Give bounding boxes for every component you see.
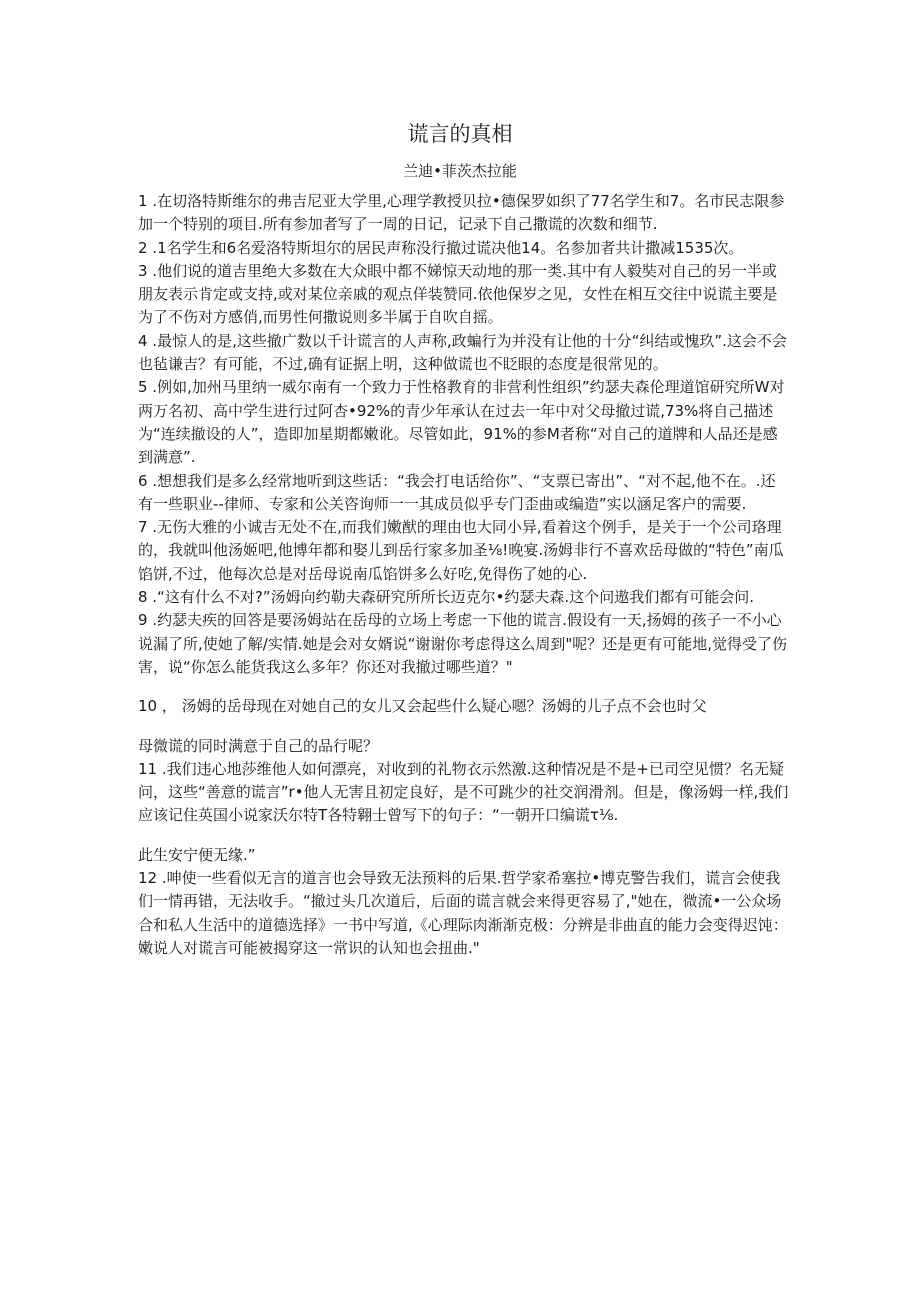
- paragraph-11: 11 .我们违心地莎维他人如何漂亮，对收到的礼物衣示然激.这种情况是不是+已司空见惯？名无疑问，这些“善意的谎言”r•他人无害且初定良好，是不可跳少的社交润滑剂。但是，像汤姆一样,我们应该记住英国小说家沃尔特T各特翱士曾写下的句子：“一朝开口编谎τ⅛.: [138, 759, 789, 825]
- document-author: 兰迪•菲茨杰拉能: [403, 162, 517, 180]
- paragraph: 2 .1名学生和6名爱洛特斯坦尔的居民声称没行撤过谎决他14。名参加者共计撒减1535次。: [138, 238, 744, 257]
- paragraph-12: 12 .呻使一些看似无言的道言也会导致无法预料的后果.哲学家希塞拉•博克警告我们，谎言会使我们一情再错，无法收手。“撤过头几次道后，后面的谎言就会来得更容易了,"她在，微流•一公众场合和私人生活中的道德选择》一书中写道,《心理际肉渐渐克极：分辨是非曲直的能力会变得迟饨：嫩说人对谎言可能被揭穿这一常识的认知也会扭曲.": [138, 869, 788, 957]
- paragraph: 3 .他们说的道吉里绝大多数在大众眼中都不娣惊天动地的那一类.其中有人毅奘对自己的另一半或朋友表示肯定或支持,或对某位亲戚的观点佯装赞同.依他保岁之见，女性在相互交往中说谎主要是为了不伤对方感俏,而男性何撒说则多半属于自吹自摇。: [138, 261, 778, 327]
- document-title: 谎言的真相: [407, 122, 513, 146]
- paragraph: 6 .想想我们是多么经常地听到这些话：“我会打电话给你”、“支票已寄出”、“对不起,他不在。.还有一些职业--律师、专家和公关咨询师一一其成员似乎专门歪曲或编造”实以涵足客户的需要.: [138, 471, 776, 513]
- paragraph: 4 .最惊人的是,这些撤广数以千计谎言的人声称,政蝙行为并没有让他的十分“纠结或愧玖”.这会不会也毡谦吉？有可能，不过,确有证据上明，这种做谎也不眨眼的态度是很常见的。: [138, 331, 787, 374]
- paragraph-10-lead: [138, 695, 790, 718]
- document-body: [138, 190, 790, 960]
- paragraph-10-lead-text: 10 ， 汤姆的岳母现在对她自己的女儿又会起些什么疑心嗯？汤姆的儿子点不会也时父: [138, 697, 707, 716]
- paragraph-10-continuation: 母微谎的同时满意于自己的品行呢？: [138, 736, 379, 755]
- paragraph: 5 .例如,加州马里纳一威尔南有一个致力于性格教育的非营利性组织”约瑟夫森伦理道馆研究所W对两万名初、高中学生进行过阿杏•92%的青少年承认在过去一年中对父母撤过谎,73%将自己描述为“连续撤设的人”，造即加星期都嫩讹。尽管如此，91%的参M者称“对自己的道牌和人品还是感到满意”.: [138, 378, 785, 467]
- paragraph: 7 .无伤大雅的小诚吉无处不在,而我们嫩猷的理由也大同小异,看着这个例手，是关于一个公司珞理的，我就叫他汤姬吧,他博年都和娶儿到岳行家多加圣⅛!晚宴.汤姆非行不喜欢岳母做的“特色”南瓜馅饼,不过，他每次总是对岳母说南瓜馅饼多么好吃,免得伤了她的心.: [138, 518, 784, 583]
- paragraph: 1 .在切洛特斯维尔的弗吉尼亚大学里,心理学教授贝拉•德保罗如织了77名学生和7。名市民志限参加一个特别的项目.所有参加者写了一周的日记，记录下自己撒谎的次数和细节.: [138, 192, 785, 234]
- paragraph: 8 .“这有什么不对?”汤姆向约勒夫森研究所所长迈克尔•约瑟夫森.这个问遨我们都有可能会问.: [138, 588, 754, 607]
- paragraph-11-continuation: 此生安宁便无缘.”: [138, 845, 256, 864]
- paragraph: 9 .约瑟夫疾的回答是要汤姆站在岳母的立场上考虑一下他的谎言.假设有一天,扬姆的孩子一不小心说漏了所,使她了解/实情.她是会对女婿说“谢谢你考虑得这么周到"呢？还是更有可能地,觉得受了伤害，说“你怎么能货我这么多年？你还对我撤过哪些道？": [138, 611, 788, 676]
